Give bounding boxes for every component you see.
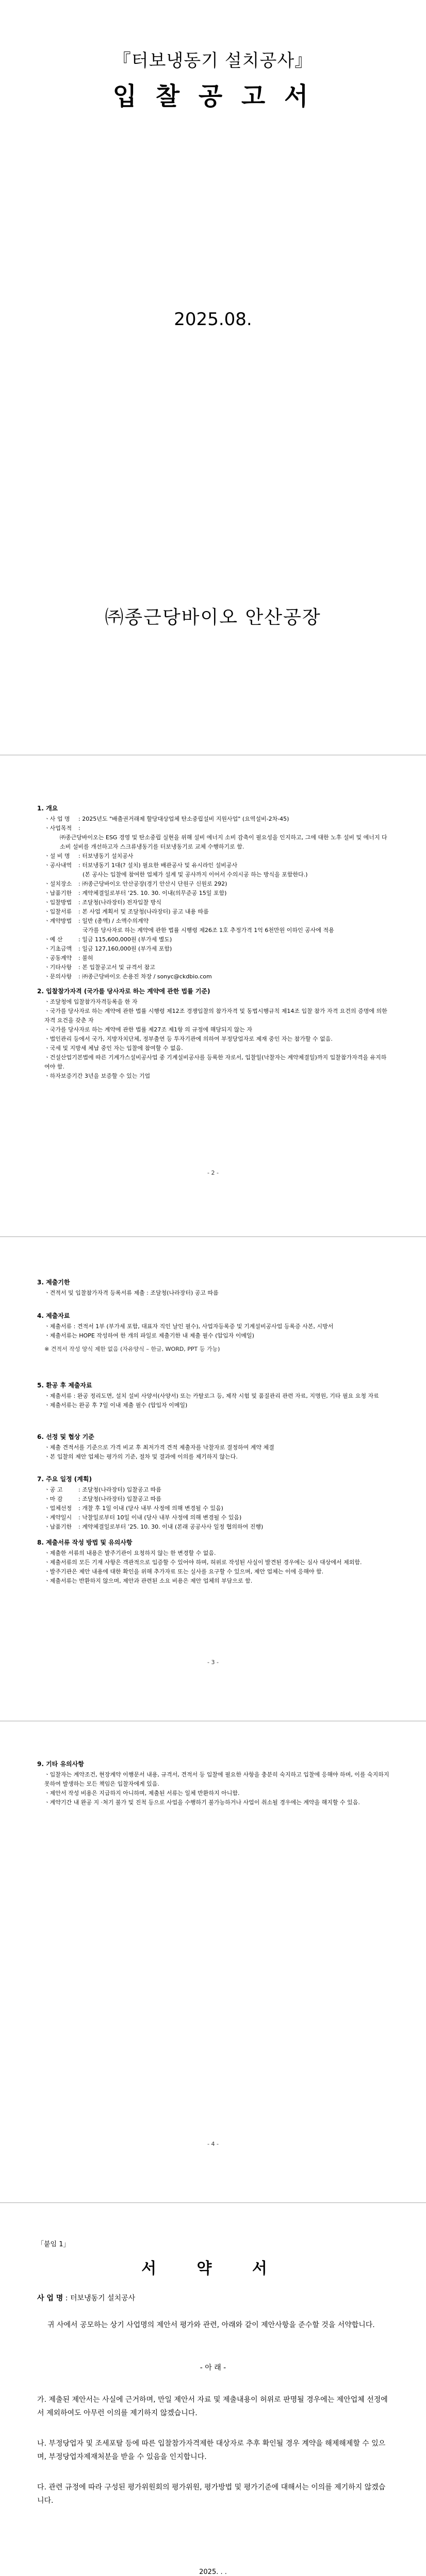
overview-row: ㆍ문의사항 : ㈜종근당바이오 손용진 차장 / sonyc@ckdbio.com [44, 973, 212, 980]
guide-item: ㆍ발주기관은 제안 내용에 대한 확인을 위해 추가자료 또는 실사를 요구할 수 있으며, 제안 업체는 이에 응해야 함. [44, 1568, 324, 1575]
overview-row: ㆍ사업목적 : [44, 825, 80, 832]
submission-item: ㆍ제출서류는 HOPE 작성하여 한 개의 파일로 제출기한 내 제출 필수 (압입자 이메일) [44, 1332, 254, 1339]
guide-item: ㆍ제출서류는 반환하지 않으며, 제안과 관련된 소요 비용은 제안 업체의 부담으로 함. [44, 1578, 253, 1584]
section-heading: 8. 제출서류 작성 방법 및 유의사항 [37, 1539, 133, 1546]
schedule-row: ㆍ업체선정 : 개찰 후 1일 이내 (당사 내부 사정에 의해 변경될 수 있음) [44, 1505, 223, 1512]
section-selection [37, 1432, 390, 1462]
section-overview [37, 804, 390, 981]
section-heading: 4. 제출자료 [37, 1312, 70, 1319]
selection-item: ㆍ본 입찰의 제안 업체는 평가의 기준, 절차 및 결과에 이의를 제기하지 않는다. [44, 1453, 238, 1460]
cover-subtitle: 『터보냉동기 설치공사』 [113, 50, 313, 71]
page-number: - 2 - [207, 1170, 219, 1176]
pledge-date: 2025. . . [199, 2568, 227, 2576]
overview-row: ㆍ예 산 : 일금 115,600,000원 (부가세 별도) [44, 936, 172, 943]
section-schedule [37, 1475, 390, 1532]
project-label: 사 업 명 [37, 2294, 63, 2302]
deadline-item: ㆍ견적서 및 입찰참가자격 등록서류 제출 : 조달청(나라장터) 공고 따름 [44, 1290, 219, 1296]
pledge-item: 다. 관련 규정에 따라 구성된 평가위원회의 평가위원, 평가방법 및 평가기준에 대해서는 이의를 제기하지 않겠습니다. [37, 2483, 386, 2505]
cover-company: ㈜종근당바이오 안산공장 [105, 607, 321, 628]
overview-row: ㈜종근당바이오는 ESG 경영 및 탄소중립 실현을 위해 설비 에너지 소비 감축이 필요성을 인지하고, 그에 대한 노후 설비 및 에너지 다소비 설비를 개선하고자 스크류냉동기를 터보냉동기로 교체 수행하기로 함. [60, 834, 387, 850]
overview-row: ㆍ입찰방법 : 조달청(나라장터) 전자입찰 방식 [44, 899, 161, 906]
overview-row: ㆍ사 업 명 : 2025년도 "배출권거래제 할당대상업체 탄소중립설비 지원사업" (요역설비-2차-45) [44, 816, 289, 822]
section-heading: 3. 제출기한 [37, 1279, 70, 1286]
page-divider [0, 2202, 426, 2203]
cover-date: 2025.08. [174, 309, 252, 330]
section-heading: 5. 환공 후 제출자료 [37, 1382, 92, 1389]
schedule-row: ㆍ공 고 : 조달청(나라장터) 입찰공고 따름 [44, 1486, 161, 1493]
page-divider [0, 1236, 426, 1237]
overview-row: (본 공사는 입찰에 참여한 업체가 설계 및 공사까지 이어서 수의시공 하는 방식을 포함한다.) [83, 871, 308, 878]
pledge-item: 가. 제출된 제안서는 사실에 근거하며, 만일 제안서 자료 및 제출내용이 허위로 판명될 경우에는 제안업체 선정에서 제외하여도 아무런 이의를 제기하지 않겠습니다. [37, 2396, 388, 2417]
pledge-project [37, 2292, 390, 2305]
overview-row: ㆍ계약방법 : 일반 (총액) / 소액수의계약 [44, 918, 149, 924]
pledge-intro: 귀 사에서 공모하는 상기 사업명의 제안서 평가와 관련, 아래와 같이 제안사항을 준수할 것을 서약합니다. [47, 2321, 375, 2329]
section-heading: 2. 입찰참가자격 (국가를 당사자로 하는 계약에 관한 법률 기준) [37, 988, 210, 995]
section-heading: 1. 개요 [37, 805, 58, 812]
overview-row: 국가를 당사자로 하는 계약에 관한 법률 시행령 제26조 1호 추정가격 1억 6천만원 이하인 공사에 적용 [83, 927, 334, 934]
submission-note: ※ 견적서 작성 양식 제한 없음 (자유양식 – 한글, WORD, PPT 등 가능) [44, 1346, 220, 1352]
note-item: ㆍ제안서 작성 비용은 지급하지 아니하며, 제출된 서류는 일체 반환하지 아니함. [44, 1790, 240, 1797]
overview-row: ㆍ기타사항 : 본 입찰공고서 및 규격서 참고 [44, 964, 155, 971]
eligibility-item: ㆍ하자보증기간 3년을 보증할 수 있는 기업 [44, 1073, 151, 1079]
section-heading: 9. 기타 유의사항 [37, 1760, 84, 1768]
section-eligibility [37, 987, 390, 1081]
pledge-title: 서 약 서 [141, 2260, 285, 2278]
section-submissions [37, 1311, 390, 1354]
eligibility-item: ㆍ국가를 당사자로 하는 계약에 관한 법률 시행령 제12조 경쟁입찰의 참가자격 및 동법시행규칙 제14조 입찰 참가 자격 요건의 증명에 의한 자격 요건을 갖춘 자 [44, 1008, 387, 1024]
eligibility-item: ㆍ건설산업기본법에 따른 기계가스설비공사업 중 기계설비공사를 등록한 자로서, 입찰일(낙찰자는 계약체결일)까지 입찰참가자격을 유지하여야 함. [44, 1054, 387, 1070]
pledge-item: 나. 부정당업자 및 조세포탈 등에 따른 입찰참가자격제한 대상자로 추후 확인될 경우 계약을 해제해제할 수 있으며, 부정당업자제재처분을 받을 수 있음을 인지합니다. [37, 2439, 386, 2461]
guide-item: ㆍ제출한 서류의 내용은 발주기관이 요청하지 않는 한 변경할 수 없음. [44, 1550, 216, 1556]
completion-item: ㆍ제출서류는 완공 후 7일 이내 제출 필수 (압입자 이메일) [44, 1402, 188, 1409]
note-item: ㆍ계약기간 내 완공 지 ·처기 불가 및 진척 등으로 사업을 수행하기 불가능하거나 사업이 취소될 경우에는 계약을 해지할 수 있음. [44, 1799, 360, 1806]
overview-row: ㆍ납품기한 : 계약체결일로부터 ‘25. 10. 30. 이내(의무준공 15일 포함) [44, 890, 227, 896]
page-number: - 4 - [207, 2141, 219, 2147]
pledge-below-heading: - 아 래 - [200, 2364, 226, 2372]
section-heading: 7. 주요 일정 (계획) [37, 1476, 92, 1483]
section-completion-docs [37, 1381, 390, 1410]
cover-title: 입 찰 공 고 서 [112, 82, 314, 111]
schedule-row: ㆍ납품기한 : 계약체결일로부터 ’25. 10. 30. 이내 (본래 공공사사 일정 협의하여 진행) [44, 1523, 264, 1530]
eligibility-item: ㆍ법인관리 등에서 국가, 지방자치단체, 정부출연 등 투자기관에 의하여 부정당업자로 제재 중인 자는 참가할 수 없음. [44, 1036, 333, 1042]
overview-row: ㆍ설치장소 : ㈜종근당바이오 안산공장(경기 안산시 단원구 신원로 292) [44, 880, 227, 887]
overview-row: ㆍ공사내역 : 터보냉동기 1대(? 설치) 필요한 배관공사 및 유시라인 설비공사 [44, 862, 238, 869]
note-item: ㆍ입찰자는 계약조건, 현장계약 이행문서 내용, 규격서, 견적서 등 입찰에 필요한 사항을 충분히 숙지하고 입찰에 응해야 하며, 이를 숙지하지 못하여 발생하는 모든 책임은 입찰자에게 있음. [44, 1771, 389, 1787]
project-value: : 터보냉동기 설치공사 [65, 2294, 136, 2302]
section-writing-guide [37, 1538, 390, 1586]
eligibility-item: ㆍ국가를 당사자로 하는 계약에 관한 법률 제27조 제1항 의 규정에 해당되지 않는 자 [44, 1026, 252, 1033]
completion-item: ㆍ제출서류 : 완공 정리도면, 설치 설비 사양서(사양서) 또는 카탈로그 등, 제작 시험 및 품질관리 관련 자료, 지명원, 기타 필요 요청 자료 [44, 1393, 379, 1399]
overview-row: ㆍ설 비 명 : 터보냉동기 설치공사 [44, 853, 134, 859]
selection-item: ㆍ제출 견적서를 기준으로 가격 비교 후 최저가격 견적 제출자를 낙찰자로 결정하여 계약 체결 [44, 1444, 274, 1451]
schedule-row: ㆍ계약일시 : 낙찰일로부터 10일 이내 (당사 내부 사정에 의해 변경될 수 있음) [44, 1514, 242, 1521]
eligibility-item: ㆍ조달청에 입찰참가자격등록을 한 자 [44, 998, 138, 1005]
guide-item: ㆍ제출서류의 모든 기재 사항은 객관적으로 입증할 수 있어야 하며, 허위로 작성된 사실이 발견된 경우에는 심사 대상에서 제외함. [44, 1559, 362, 1566]
section-other-notes [37, 1759, 390, 1807]
submission-item: ㆍ제출서류 : 견적서 1부 (부가세 포함, 대표자 직인 날인 필수), 사업자등록증 및 기계설비공사업 등록증 사본, 시방서 [44, 1323, 334, 1330]
overview-row: ㆍ입찰서류 : 본 사업 계획서 및 조달청(나라장터) 공고 내용 따름 [44, 908, 209, 915]
attachment-tag: 「붙임 1」 [37, 2241, 70, 2248]
page-number: - 3 - [207, 1659, 219, 1666]
schedule-row: ㆍ마 감 : 조달청(나라장터) 입찰공고 따름 [44, 1496, 161, 1502]
eligibility-item: ㆍ국세 및 지방세 체납 중인 자는 입찰에 참여할 수 없음. [44, 1045, 183, 1052]
section-deadline [37, 1278, 390, 1298]
section-heading: 6. 선정 및 협상 기준 [37, 1433, 94, 1440]
overview-row: ㆍ공동계약 : 불허 [44, 955, 93, 961]
overview-row: ㆍ기초금액 : 일금 127,160,000원 (부가세 포함) [44, 945, 172, 952]
